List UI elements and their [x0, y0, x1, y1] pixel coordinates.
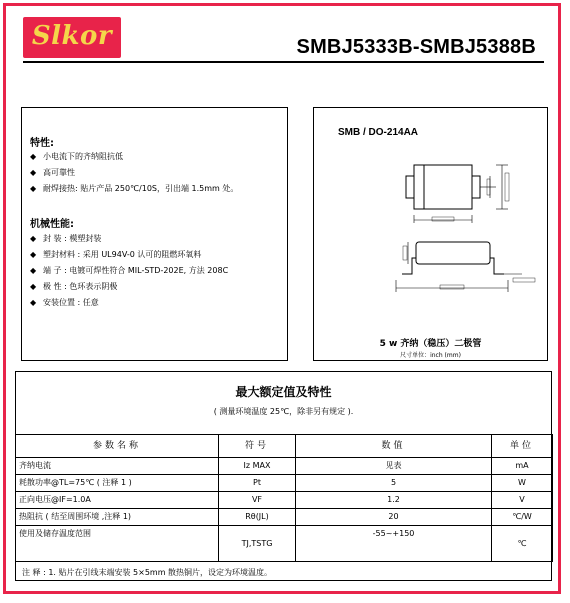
table-header-row	[16, 435, 553, 458]
param-value: 20	[296, 509, 492, 526]
brand-logo	[23, 17, 121, 58]
param-symbol: Rθ(JL)	[219, 509, 296, 526]
col-header-symbol: 符号	[219, 435, 296, 458]
part-number-title: SMBJ5333B-SMBJ5388B	[296, 36, 536, 58]
param-unit: W	[492, 475, 553, 492]
package-top-view-drawing	[384, 153, 534, 233]
param-unit: ℃/W	[492, 509, 553, 526]
mechanical-item: ◆ 极 性 : 色环表示阴极	[30, 282, 118, 291]
package-title: SMB / DO-214AA	[338, 127, 419, 138]
header-divider	[23, 61, 544, 63]
package-caption: 5 w 齐纳（稳压）二极管	[379, 339, 482, 349]
package-side-view-drawing	[372, 236, 542, 306]
mechanical-item: ◆ 端 子 : 电镀可焊性符合 MIL-STD-202E, 方法 208C	[30, 266, 229, 275]
col-header-value: 数值	[296, 435, 492, 458]
mechanical-heading: 机械性能:	[30, 219, 74, 230]
param-value: 见表	[296, 458, 492, 475]
diamond-bullet-icon: ◆	[30, 168, 37, 177]
diamond-bullet-icon: ◆	[30, 234, 37, 243]
param-name: 热阻抗 ( 结至周围环境 ,注释 1)	[16, 509, 219, 526]
table-row	[16, 458, 553, 475]
param-symbol: VF	[219, 492, 296, 509]
package-unit-note: 尺寸单位：inch (mm)	[400, 352, 461, 359]
table-row	[16, 526, 553, 562]
param-symbol: TJ,TSTG	[219, 526, 296, 562]
param-unit: V	[492, 492, 553, 509]
param-value: 5	[296, 475, 492, 492]
table-row	[16, 509, 553, 526]
feature-item: ◆ 小电流下的齐纳阻抗低	[30, 152, 123, 161]
table-row	[16, 475, 553, 492]
mechanical-item: ◆ 封 装 : 模塑封装	[30, 234, 102, 243]
param-value: -55~+150	[296, 526, 492, 562]
param-name: 耗散功率@TL=75℃ ( 注释 1 )	[16, 475, 219, 492]
ratings-subtitle: ( 测量环境温度 25℃，除非另有规定 ).	[213, 407, 354, 416]
feature-item: ◆ 耐焊接热: 贴片产品 250℃/10S，引出端 1.5mm 处。	[30, 184, 239, 193]
package-panel	[313, 107, 548, 361]
diamond-bullet-icon: ◆	[30, 250, 37, 259]
mechanical-item: ◆ 安装位置 : 任意	[30, 298, 99, 307]
feature-item: ◆ 高可靠性	[30, 168, 75, 177]
param-name: 使用及储存温度范围	[16, 526, 219, 562]
diamond-bullet-icon: ◆	[30, 266, 37, 275]
diamond-bullet-icon: ◆	[30, 282, 37, 291]
param-name: 齐纳电流	[16, 458, 219, 475]
diamond-bullet-icon: ◆	[30, 184, 37, 193]
brand-logo-text: Slkor	[31, 21, 113, 51]
table-row	[16, 492, 553, 509]
param-symbol: Iz MAX	[219, 458, 296, 475]
param-name: 正向电压@IF=1.0A	[16, 492, 219, 509]
param-symbol: Pt	[219, 475, 296, 492]
ratings-section	[15, 371, 552, 581]
table-footnote: 注 释 : 1. 贴片在引线末端安装 5×5mm 散热铜片，设定为环境温度。	[22, 568, 273, 577]
col-header-parameter: 参数名称	[16, 435, 219, 458]
param-unit: ℃	[492, 526, 553, 562]
param-value: 1.2	[296, 492, 492, 509]
col-header-unit: 单位	[492, 435, 553, 458]
param-unit: mA	[492, 458, 553, 475]
mechanical-item: ◆ 塑封材料 : 采用 UL94V-0 认可的阻燃环氧料	[30, 250, 202, 259]
ratings-table	[15, 434, 553, 562]
features-heading: 特性:	[30, 138, 54, 149]
features-panel	[21, 107, 288, 361]
diamond-bullet-icon: ◆	[30, 298, 37, 307]
diamond-bullet-icon: ◆	[30, 152, 37, 161]
ratings-title: 最大额定值及特性	[235, 385, 332, 399]
